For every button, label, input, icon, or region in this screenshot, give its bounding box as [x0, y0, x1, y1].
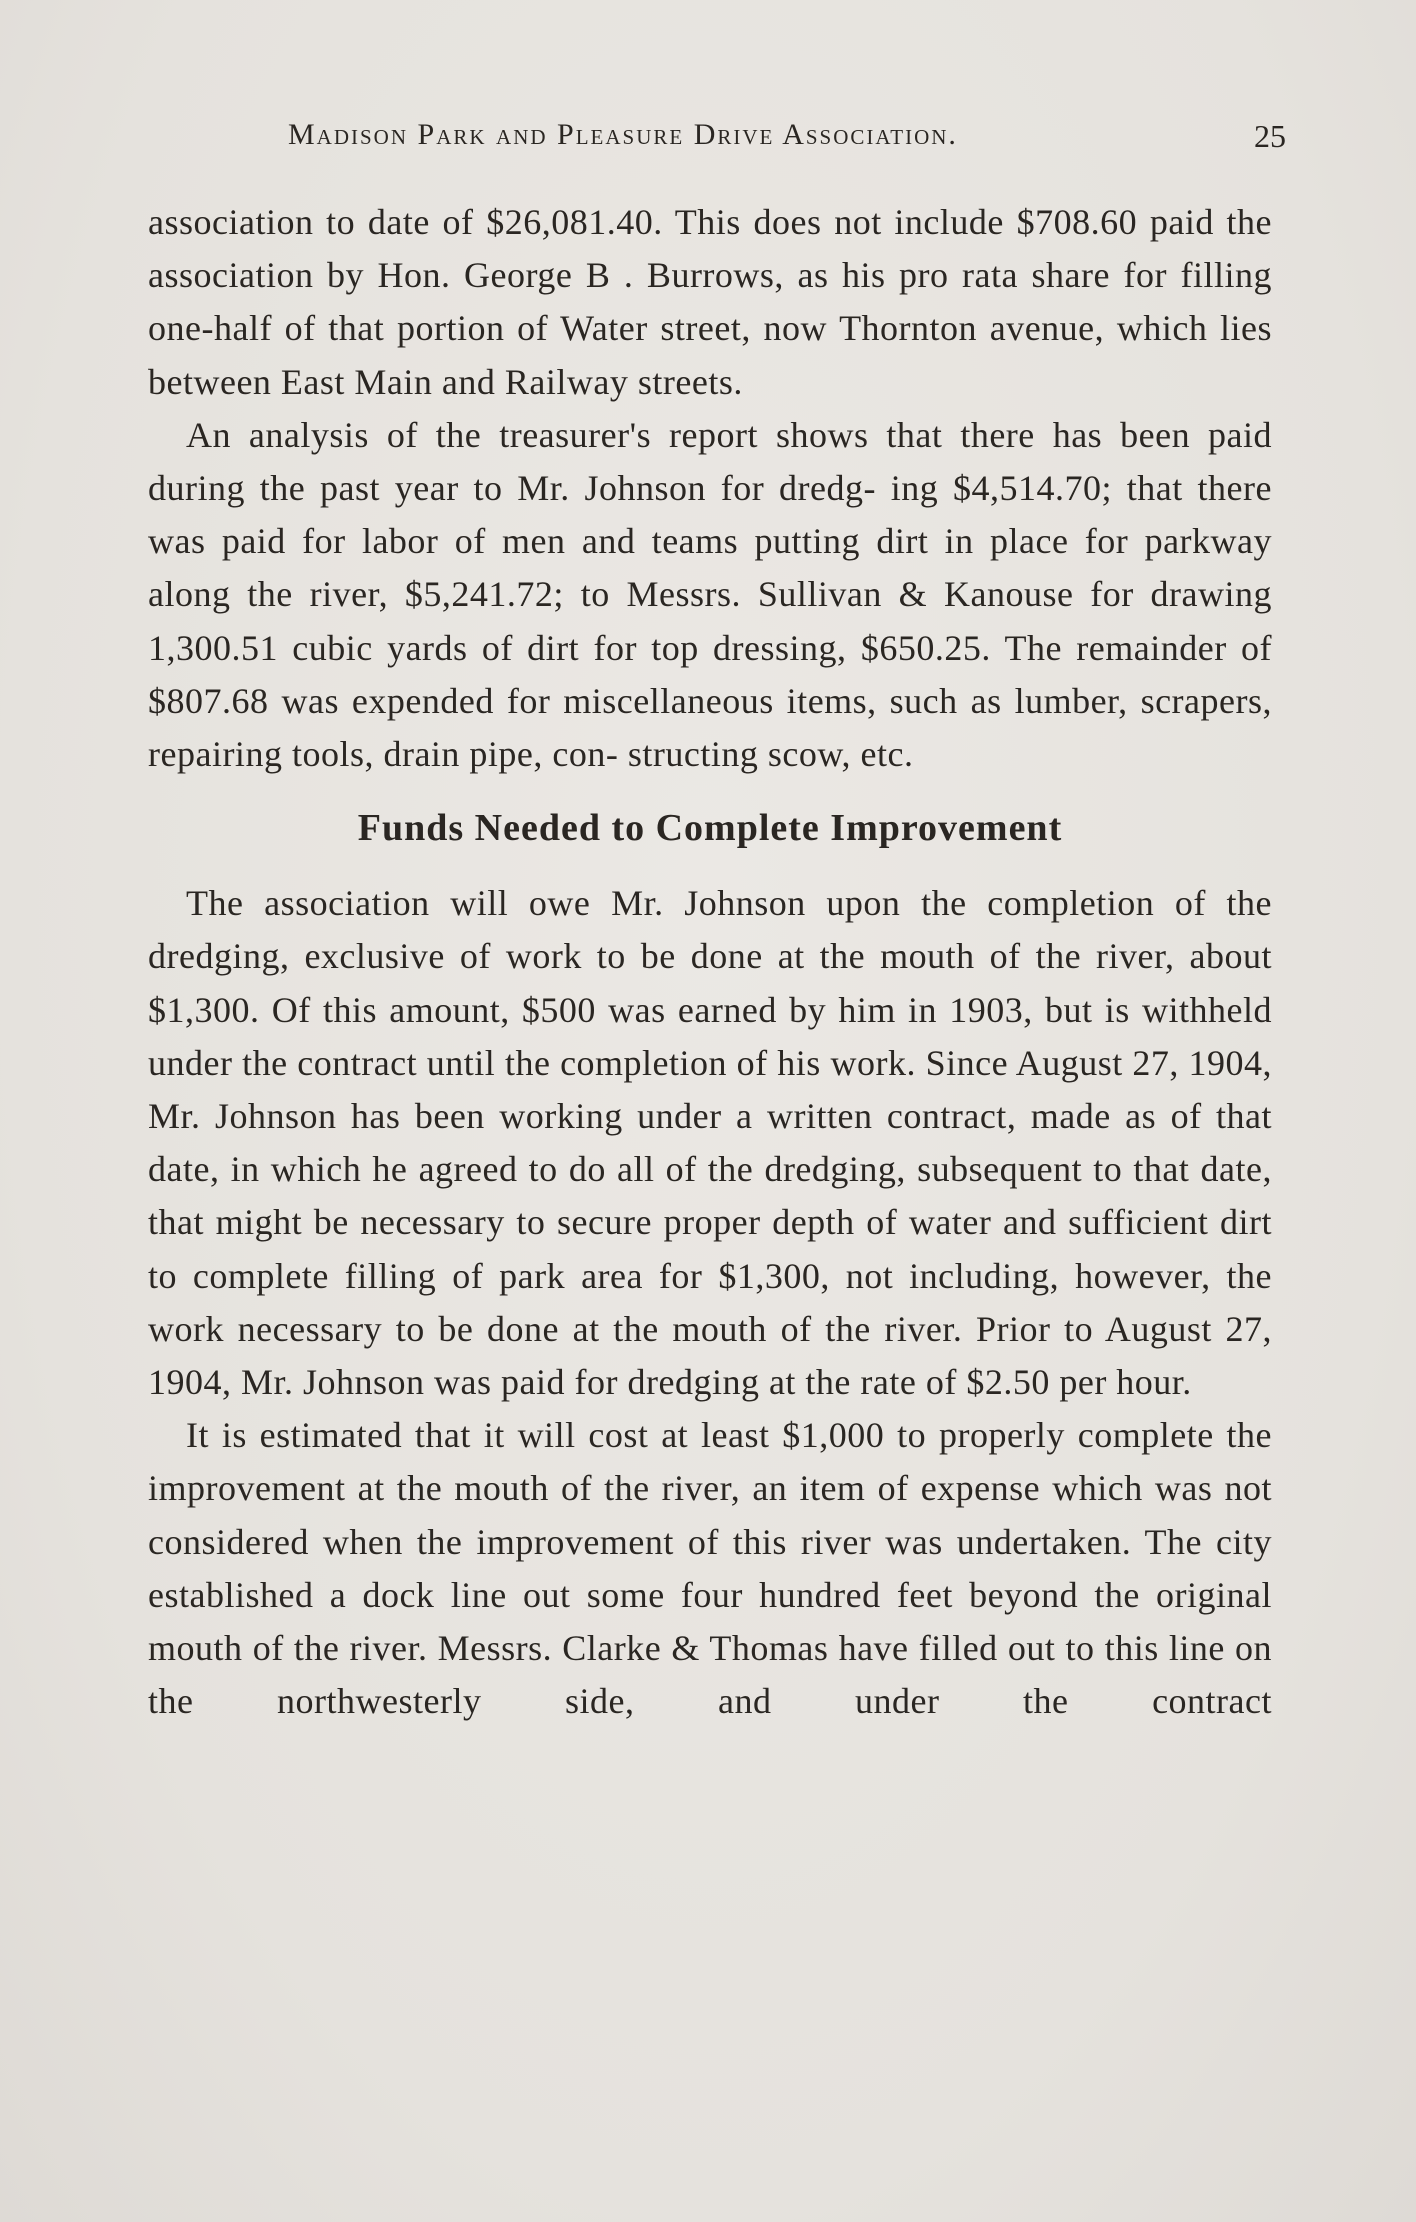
text-line: It is estimated that it will cost at least $1,000 to properly [186, 1415, 1065, 1456]
text-line: line out some four hundred feet beyond the original mouth [148, 1574, 1273, 1669]
text-line: by him in 1903, but is withheld under the contract until [148, 989, 1273, 1083]
section-heading: Funds Needed to Complete Improvement [357, 807, 1063, 850]
text-line: of the river. Messrs. Clarke & Thomas have filled out to [252, 1628, 1095, 1669]
paragraph-1 [148, 196, 1272, 409]
text-line: association to date of $26,081.40. This does not include [148, 202, 1004, 242]
text-line: of expense which was not considered when the improvement [148, 1468, 1273, 1562]
text-line: rate of $2.50 per hour. [860, 1362, 1192, 1403]
paragraph-2 [148, 409, 1272, 781]
text-line: of the river, about $1,300. Of this amount, $500 was earned [148, 936, 1273, 1030]
text-line: complete the improvement at the mouth of the river, an item [148, 1415, 1272, 1509]
text-line: this line on the northwesterly side, and under the contract [148, 1628, 1273, 1722]
text-line: Water street, now Thornton avenue, which lies between East [148, 308, 1272, 402]
text-line: The association will owe Mr. Johnson upon the completion [186, 883, 1155, 924]
body-text [148, 196, 1272, 1728]
text-line: August 27, 1904, Mr. Johnson was paid for dredging at the [148, 1308, 1272, 1403]
text-line: as of that date, in which he agreed to do all of the dredging, [148, 1096, 1272, 1190]
text-line: $5,241.72; to Messrs. Sullivan & Kanouse for drawing [404, 574, 1272, 615]
text-line: as his pro rata share for filling one-half of that portion of [148, 255, 1272, 349]
text-line: of this river was undertaken. The city established a dock [148, 1521, 1272, 1615]
text-line: such as lumber, scrapers, repairing tools, drain pipe, con- [148, 680, 1272, 775]
text-line: 1,300.51 cubic yards of dirt for top dressing, $650.25. The [148, 627, 1062, 668]
text-line: $708.60 paid the association by Hon. George B . Burrows, [148, 202, 1273, 296]
paragraph-3 [148, 877, 1272, 1409]
text-line: ing $4,514.70; that there was paid for labor of men and [148, 468, 1272, 562]
text-line: An analysis of the treasurer's report shows that there has [186, 414, 1103, 455]
text-line: subsequent to that date, that might be necessary to secure [148, 1149, 1273, 1243]
running-header [148, 118, 1286, 168]
text-line: of the dredging, exclusive of work to be done at the mouth [148, 883, 1273, 977]
text-line: Johnson has been working under a written contract, made [214, 1096, 1111, 1137]
running-title: Madison Park and Pleasure Drive Association. [288, 118, 958, 151]
text-line: of park area for $1,300, not including, however, the work [148, 1255, 1273, 1349]
text-line: teams putting dirt in place for parkway along the river, [148, 521, 1273, 615]
page-number: 25 [1254, 118, 1286, 154]
text-line: the completion of his work. Since August 27, 1904, Mr. [148, 1042, 1273, 1137]
paragraph-4 [148, 1409, 1272, 1728]
text-line: remainder of $807.68 was expended for miscellaneous items, [148, 627, 1273, 721]
text-line: necessary to be done at the mouth of the river. Prior to [237, 1308, 1094, 1349]
text-line: structing scow, etc. [627, 734, 914, 775]
text-line: Main and Railway streets. [354, 361, 743, 402]
text-line: been paid during the past year to Mr. Johnson for dredg- [148, 414, 1272, 509]
text-line: proper depth of water and sufficient dirt to complete filling [148, 1202, 1273, 1296]
